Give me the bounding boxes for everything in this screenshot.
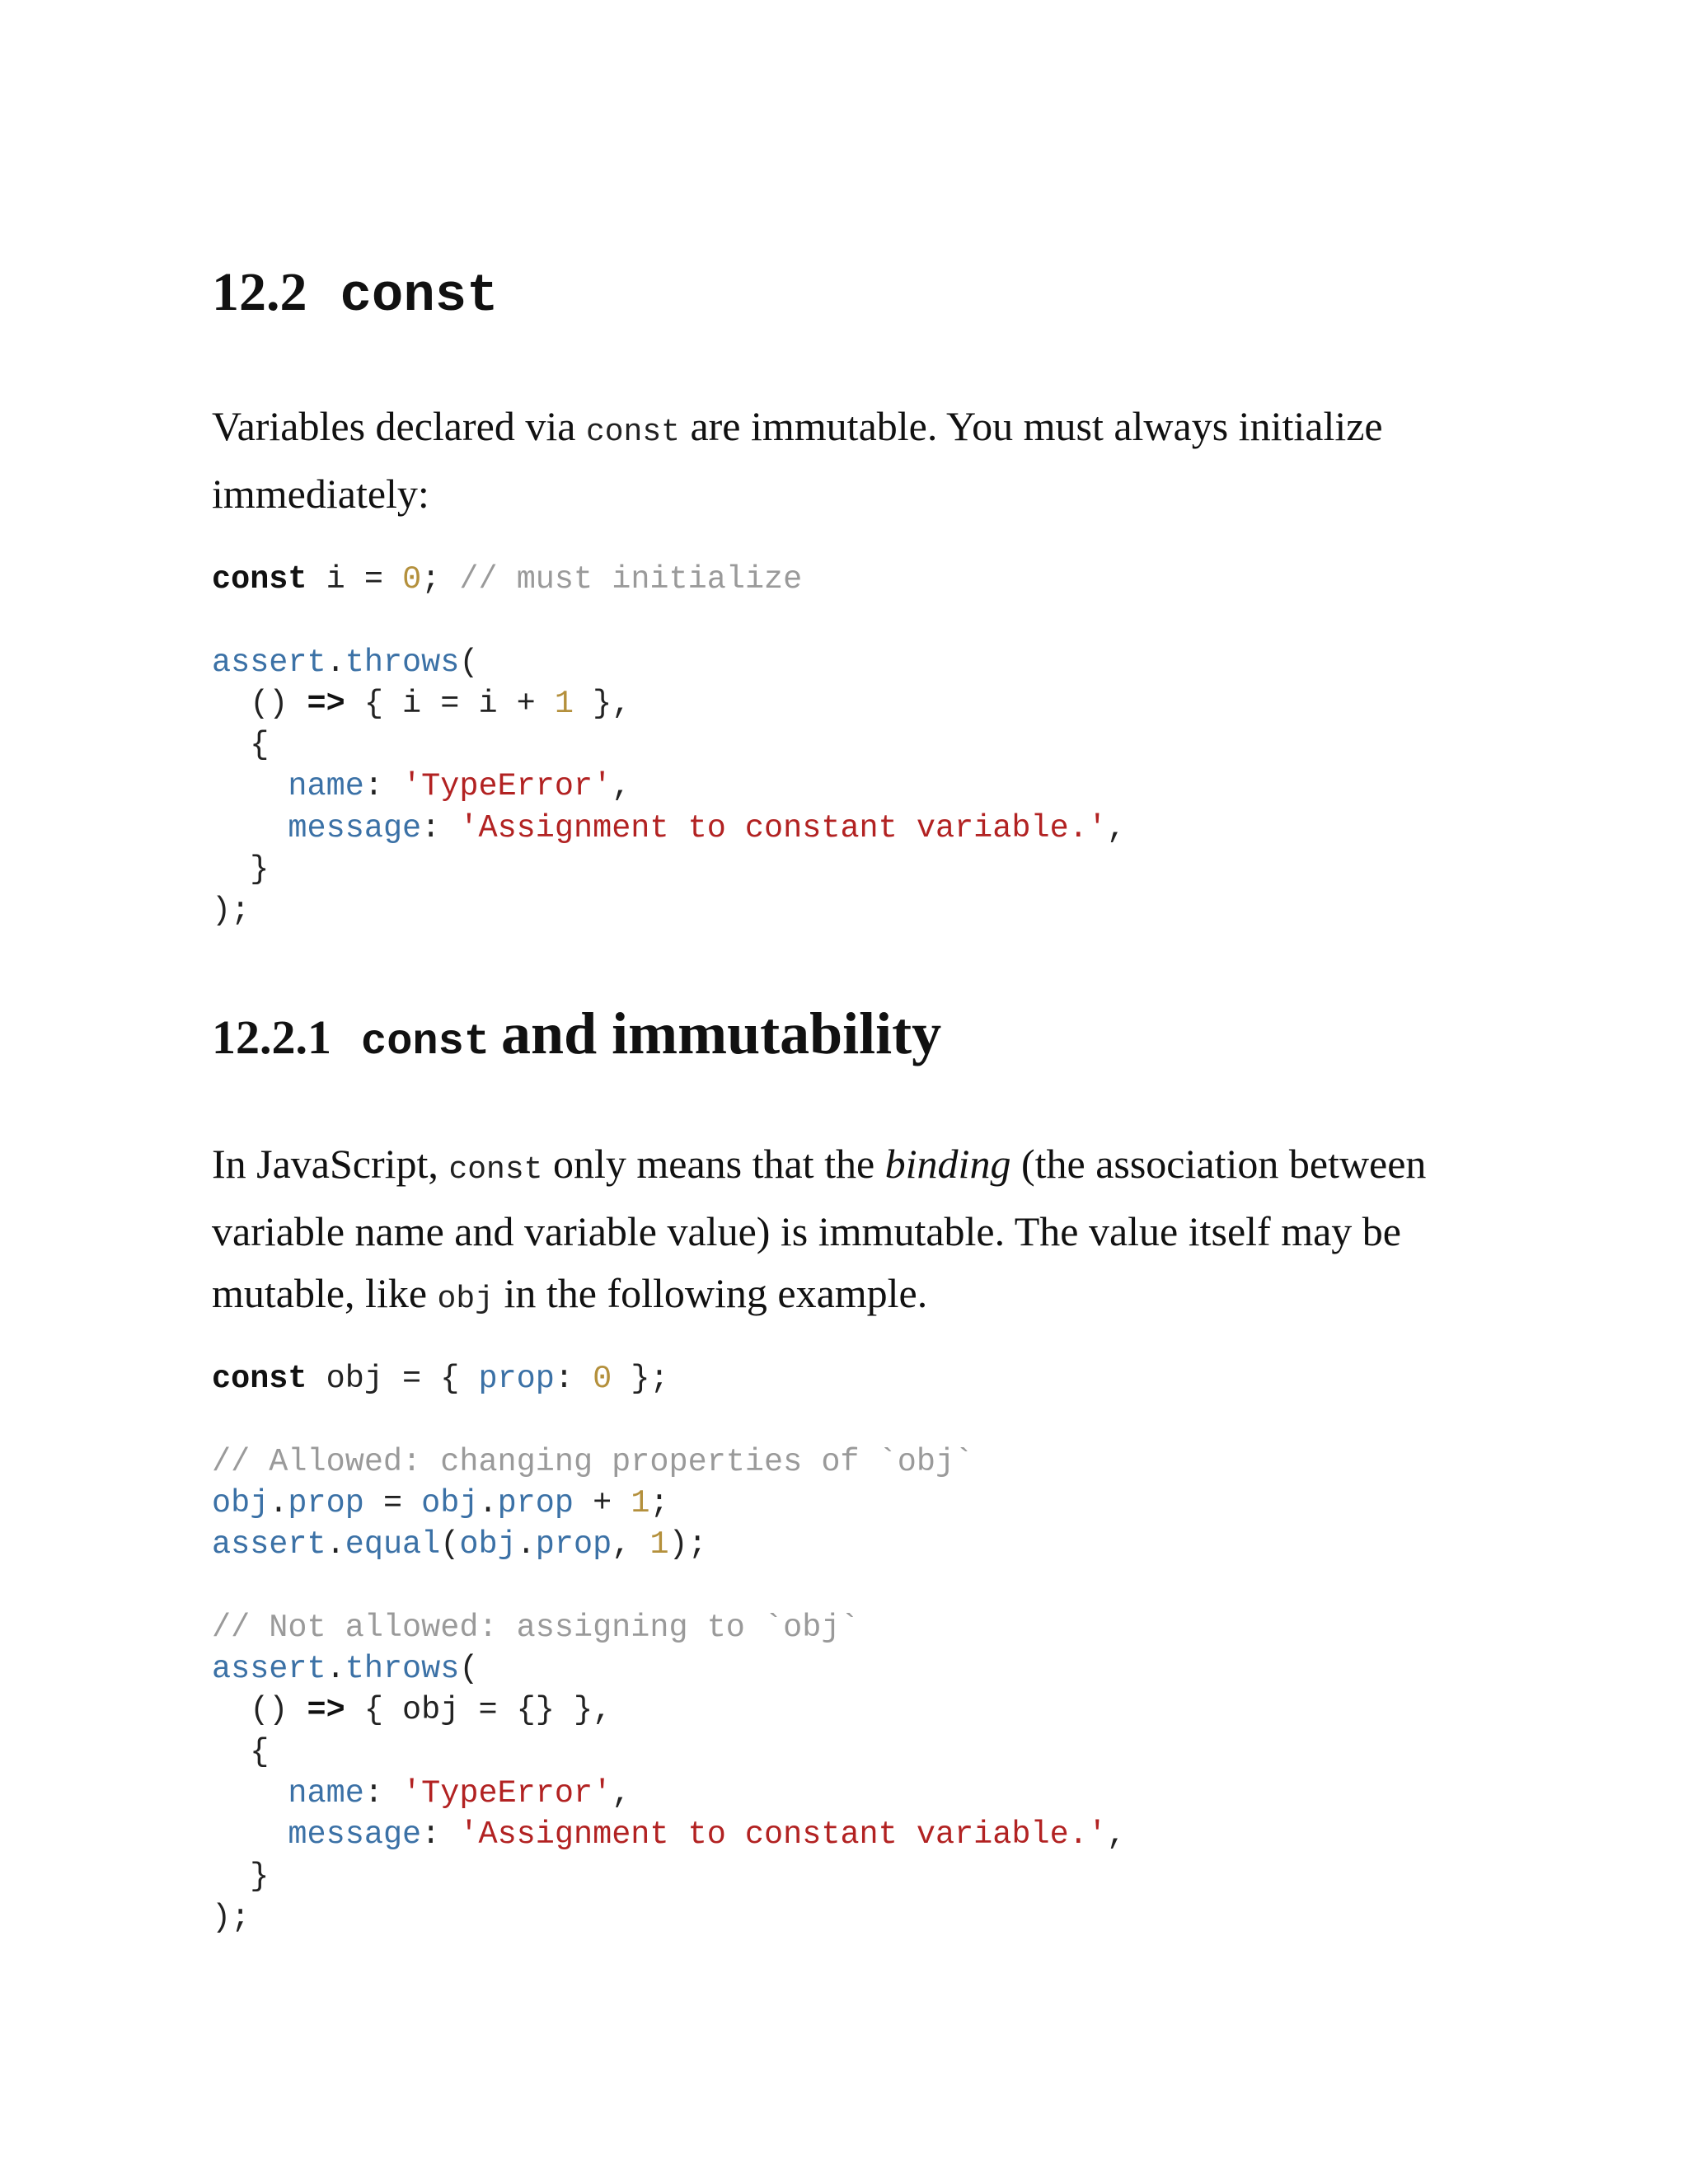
code-text: :: [363, 1774, 403, 1811]
inline-code: const: [448, 1152, 543, 1188]
code-text: { obj = {} },: [345, 1692, 612, 1729]
subsection-heading: [212, 1001, 942, 1066]
code-text: );: [668, 1526, 707, 1563]
paragraph-text: (the association between variable name and variable value) is immutable. The value itself may be mutable, like: [212, 1141, 1427, 1316]
code-string: 'TypeError': [402, 768, 612, 805]
code-identifier: obj: [421, 1484, 479, 1521]
section-number: 12.2: [212, 262, 307, 322]
code-identifier: name: [288, 1774, 364, 1811]
code-number: 1: [554, 685, 574, 722]
code-text: .: [326, 1651, 345, 1688]
subsection-heading-code: const: [361, 1018, 490, 1066]
emphasis: binding: [884, 1141, 1011, 1187]
code-number: 1: [649, 1526, 669, 1563]
code-text: ;: [421, 561, 460, 598]
subsection-number: 12.2.1: [212, 1010, 331, 1064]
code-text: ,: [612, 1774, 631, 1811]
code-text: }: [212, 1858, 270, 1895]
code-identifier: prop: [288, 1484, 364, 1521]
code-identifier: prop: [497, 1484, 574, 1521]
code-number: 0: [402, 561, 422, 598]
code-text: { i = i +: [345, 685, 555, 722]
code-text: );: [212, 893, 251, 930]
paragraph-text: In JavaScript,: [212, 1141, 449, 1187]
code-text: .: [478, 1484, 498, 1521]
code-text: }: [212, 851, 270, 888]
code-identifier: equal: [345, 1526, 441, 1563]
code-text: ,: [1106, 1816, 1127, 1854]
code-identifier: assert: [212, 1526, 326, 1563]
code-text: (: [459, 1651, 479, 1688]
code-text: .: [516, 1526, 536, 1563]
paragraph-text: only means that the: [542, 1141, 885, 1187]
code-text: (: [440, 1526, 460, 1563]
code-text: (: [459, 644, 479, 681]
code-string: 'TypeError': [402, 1774, 612, 1811]
code-identifier: name: [288, 768, 364, 805]
intro-paragraph: [212, 396, 1498, 525]
code-identifier: assert: [212, 644, 326, 681]
section-heading-code: const: [340, 267, 499, 326]
code-block-const-initialize: [212, 559, 1126, 932]
code-text: :: [421, 1816, 460, 1854]
section-heading: [212, 262, 499, 326]
paragraph-text: in the following example.: [493, 1270, 928, 1316]
code-text: ;: [649, 1484, 669, 1521]
code-text: (): [212, 685, 307, 722]
code-text: .: [326, 1526, 345, 1563]
code-text: ,: [612, 1526, 650, 1563]
code-block-const-object: [212, 1358, 1126, 1938]
code-comment: // must initialize: [459, 561, 803, 598]
code-text: (): [212, 1692, 307, 1729]
code-keyword: const: [212, 561, 307, 598]
code-text: :: [421, 809, 460, 846]
code-number: 0: [593, 1361, 612, 1397]
code-identifier: message: [288, 809, 422, 846]
code-text: };: [612, 1361, 669, 1397]
code-text: :: [363, 768, 403, 805]
code-text: ,: [1106, 809, 1127, 846]
paragraph-text: Variables declared via: [212, 403, 586, 449]
code-identifier: obj: [459, 1526, 517, 1563]
code-identifier: prop: [478, 1361, 555, 1397]
code-text: .: [269, 1484, 288, 1521]
code-text: );: [212, 1899, 251, 1936]
code-string: 'Assignment to constant variable.': [459, 1816, 1107, 1854]
code-identifier: obj: [212, 1484, 270, 1521]
code-comment: // Not allowed: assigning to `obj`: [212, 1609, 860, 1646]
code-comment: // Allowed: changing properties of `obj`: [212, 1443, 974, 1480]
code-keyword: const: [212, 1361, 307, 1397]
code-identifier: prop: [535, 1526, 612, 1563]
inline-code: const: [585, 415, 680, 450]
code-number: 1: [631, 1484, 650, 1521]
code-text: },: [574, 685, 631, 722]
code-text: i =: [307, 561, 403, 598]
code-text: ,: [612, 768, 631, 805]
code-identifier: throws: [345, 1651, 460, 1688]
code-arrow: =>: [307, 1692, 345, 1729]
code-text: .: [326, 644, 345, 681]
code-text: =: [363, 1484, 422, 1521]
code-text: {: [212, 1733, 270, 1770]
code-string: 'Assignment to constant variable.': [459, 809, 1107, 846]
code-identifier: assert: [212, 1651, 326, 1688]
code-identifier: message: [288, 1816, 422, 1854]
subsection-title: and immutability: [501, 1001, 942, 1066]
inline-code: obj: [437, 1282, 494, 1317]
code-text: {: [212, 727, 270, 764]
paragraph-text: are immutable. You must always initialize immediately:: [212, 403, 1383, 517]
code-text: +: [574, 1484, 631, 1521]
immutability-paragraph: [212, 1133, 1498, 1330]
code-text: obj = {: [307, 1361, 479, 1397]
code-identifier: throws: [345, 644, 460, 681]
code-text: :: [554, 1361, 593, 1397]
code-arrow: =>: [307, 685, 345, 722]
